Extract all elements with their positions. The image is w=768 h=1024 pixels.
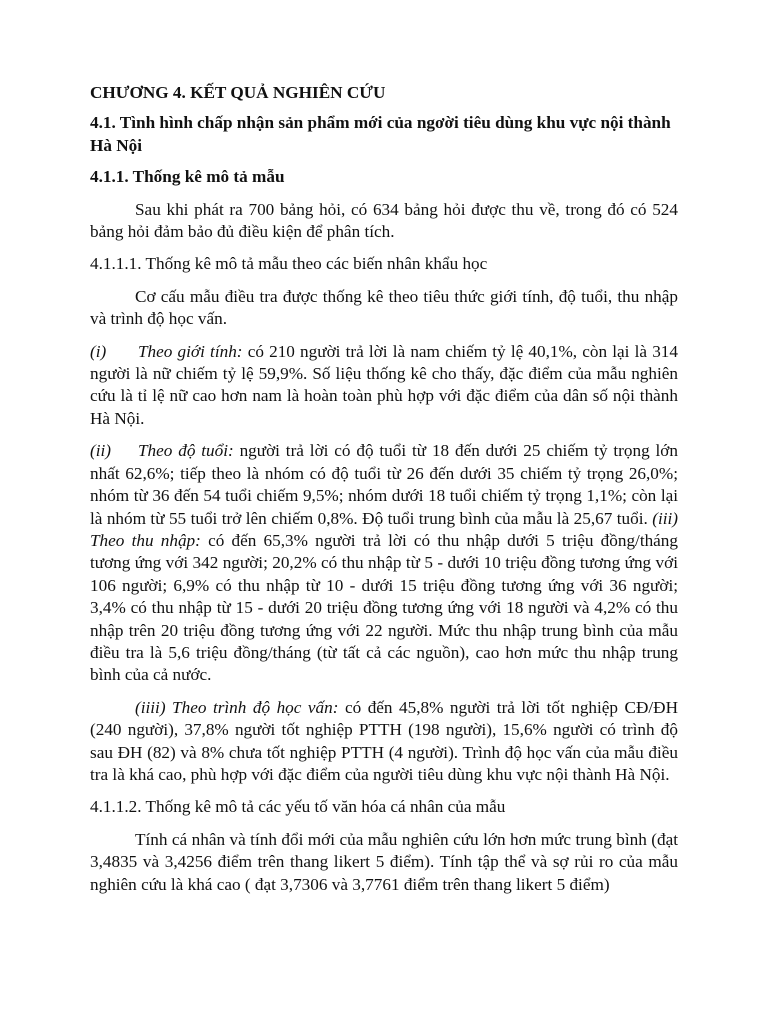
section-heading-4-1-1-1: 4.1.1.1. Thống kê mô tả mẫu theo các biến nhân khẩu học [90,254,488,274]
section-heading-4-1-1-2: 4.1.1.2. Thống kê mô tả các yếu tố văn hóa cá nhân của mẫu [90,797,506,817]
paragraph-survey: Sau khi phát ra 700 bảng hỏi, có 634 bảng hỏi được thu về, trong đó có 524 bảng hỏi đảm bảo đủ điều kiện để phân tích. [90,199,678,242]
label-gender: Theo giới tính: [138,341,243,361]
paragraph-structure: Cơ cấu mẫu điều tra được thống kê theo tiêu thức giới tính, độ tuổi, thu nhập và trình độ học vấn. [90,286,678,329]
paragraph-culture: Tính cá nhân và tính đổi mới của mẫu nghiên cứu lớn hơn mức trung bình (đạt 3,4835 và 3,4256 điểm trên thang likert 5 điểm). Tính tập thể và sợ rủi ro của mẫu nghiên cứu là khá cao ( đạt 3,7306 và 3,7761 điểm trên thang likert 5 điểm) [90,829,678,894]
text-income: có đến 65,3% người trả lời có thu nhập dưới 5 triệu đồng/tháng tương ứng với 342 người; 20,2% có thu nhập từ 5 - dưới 10 triệu đồng tương ứng với 106 người; 6,9% có thu nhập từ 10 - dưới 15 triệu đồng tương ứng với 36 người; 3,4% có thu nhập từ 15 - dưới 20 triệu đồng tương ứng với 18 người và 4,2% có thu nhập trên 20 triệu đồng tương ứng với 22 người. Mức thu nhập trung bình của mẫu điều tra là 5,6 triệu đồng/tháng (từ tất cả các nguồn), cao hơn mức thu nhập trung bình của cả nước. [90,530,678,685]
paragraph-age-income [90,440,678,686]
paragraph-gender [90,341,678,431]
item-number-age: (ii) [90,441,111,461]
text-age: người trả lời có độ tuổi từ 18 đến dưới 25 chiếm tỷ trọng lớn nhất 62,6%; tiếp theo là nhóm có độ tuổi từ 26 đến dưới 35 chiếm tỷ trọng 26,0%; nhóm từ 36 đến 54 tuổi chiếm 9,5%; nhóm dưới 18 tuổi chiếm tỷ trọng 1,1%; còn lại là nhóm từ 55 tuổi trở lên chiếm 0,8%. Độ tuổi trung bình của mẫu là 25,67 tuổi. [90,441,678,528]
section-heading-4-1: 4.1. Tình hình chấp nhận sản phẩm mới của ngơời tiêu dùng khu vực nội thành Hà Nội [90,113,671,155]
paragraph-education [90,697,678,787]
item-number-gender: (i) [90,341,107,361]
label-income: (iii) Theo thu nhập: [90,508,678,550]
text-gender: có 210 người trả lời là nam chiếm tỷ lệ 40,1%, còn lại là 314 người là nữ chiếm tỷ lệ 59,9%. Số liệu thống kê cho thấy, đặc điểm của mẫu nghiên cứu là tỉ lệ nữ cao hơn nam là hoàn toàn phù hợp với đặc điểm của dân số nội thành Hà Nội. [90,341,678,428]
chapter-title: CHƯƠNG 4. KẾT QUẢ NGHIÊN CỨU [90,83,386,102]
label-age: Theo độ tuổi: [138,441,234,461]
section-heading-4-1-1: 4.1.1. Thống kê mô tả mẫu [90,167,285,187]
text-education: có đến 45,8% người trả lời tốt nghiệp CĐ/ĐH (240 người), 37,8% người tốt nghiệp PTTH (198 người), 15,6% người có trình độ sau ĐH (82) và 8% chưa tốt nghiệp PTTH (4 người). Trình độ học vấn của mẫu điều tra là khá cao, phù hợp với đặc điểm của người tiêu dùng khu vực nội thành Hà Nội. [90,697,679,784]
document-page [90,82,678,906]
label-education: (iiii) Theo trình độ học vấn: [135,697,339,717]
